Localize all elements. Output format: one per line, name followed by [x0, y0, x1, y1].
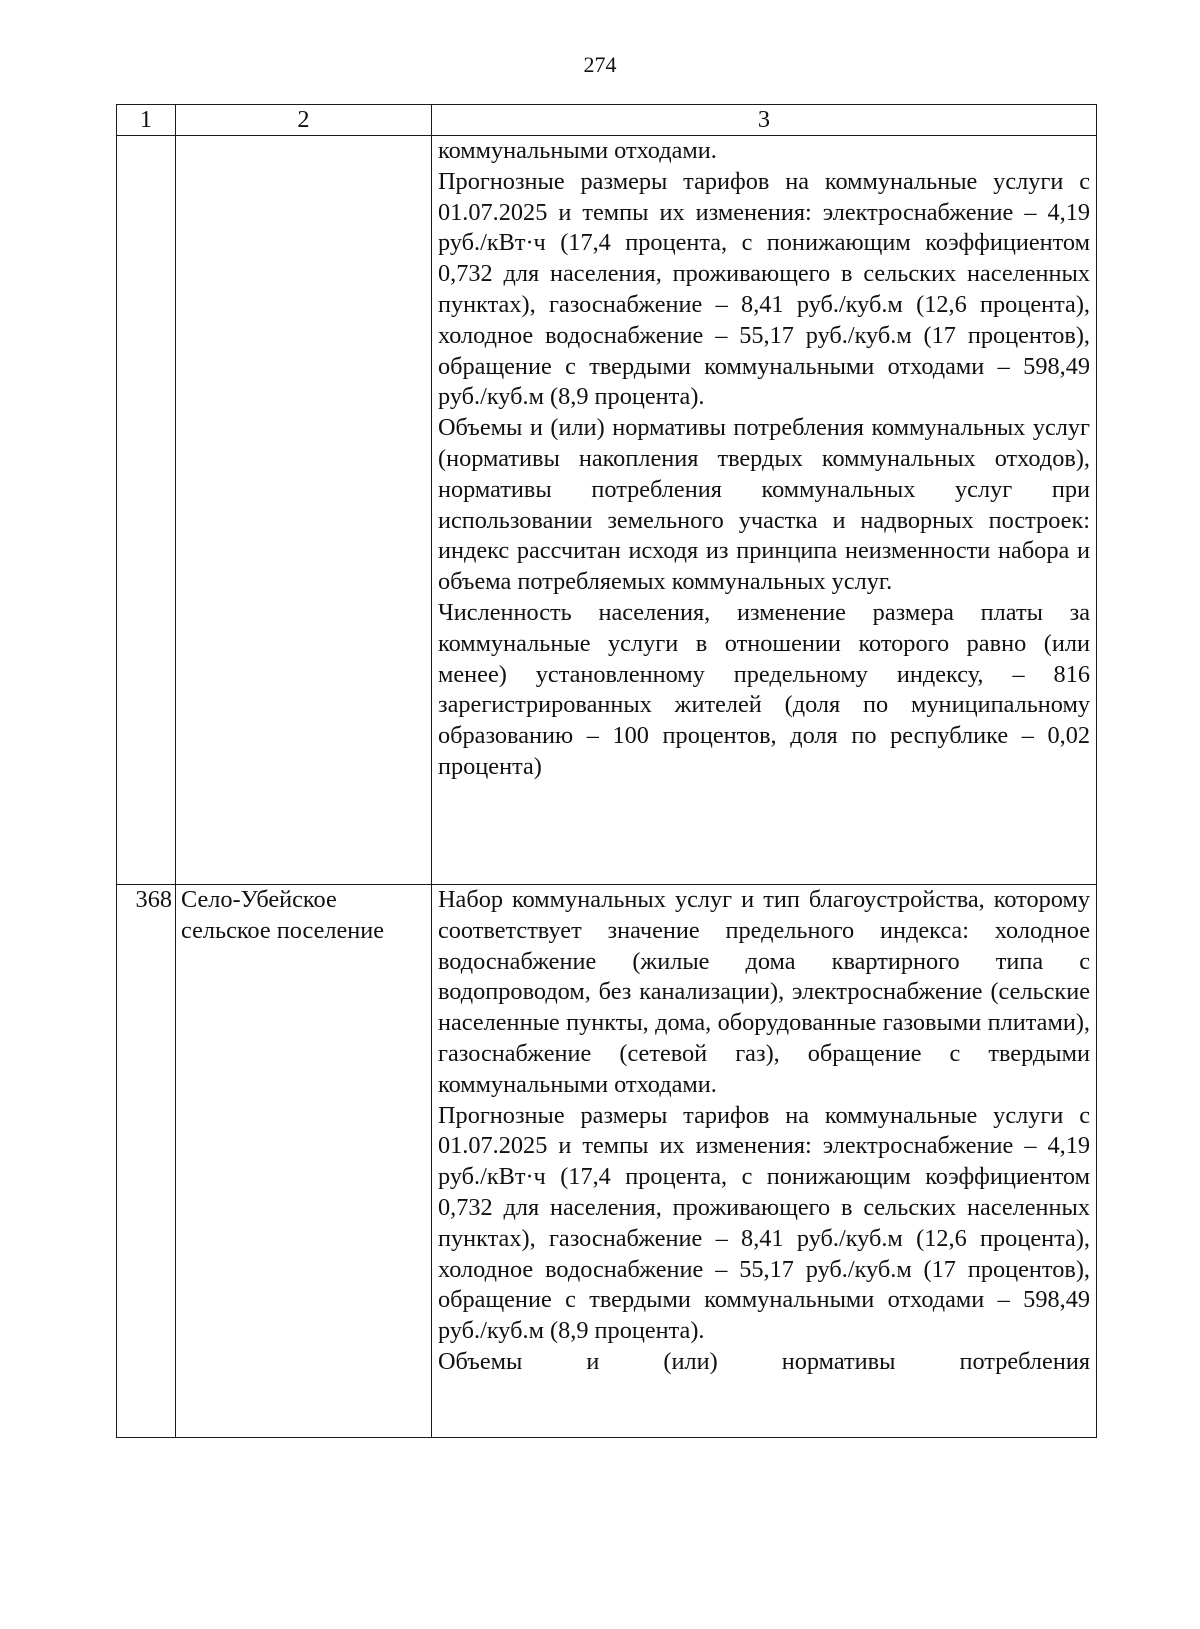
description-paragraph: Объемы и (или) нормативы потребления коммунальных услуг (нормативы накопления твердых коммунальных отходов), нормативы потребления коммунальных услуг при использовании земельного участка и надворных построек: индекс рассчитан исходя из принципа неизменности набора и объема потребляемых коммунальных услуг. [438, 414, 1090, 596]
description-paragraph: Прогнозные размеры тарифов на коммунальные услуги с 01.07.2025 и темпы их изменения: электроснабжение – 4,19 руб./кВт·ч (17,4 процента, с понижающим коэффициентом 0,732 для населения, проживающего в сельских населенных пунктах), газоснабжение – 8,41 руб./куб.м (12,6 процента), холодное водоснабжение – 55,17 руб./куб.м (17 процентов), обращение с твердыми коммунальными отходами – 598,49 руб./куб.м (8,9 процента). [438, 167, 1090, 411]
tariff-table [116, 104, 1097, 1438]
description-paragraph: Прогнозные размеры тарифов на коммунальные услуги с 01.07.2025 и темпы их изменения: электроснабжение – 4,19 руб./кВт·ч (17,4 процента, с понижающим коэффициентом 0,732 для населения, проживающего в сельских населенных пунктах), газоснабжение – 8,41 руб./куб.м (12,6 процента), холодное водоснабжение – 55,17 руб./куб.м (17 процентов), обращение с твердыми коммунальными отходами – 598,49 руб./куб.м (8,9 процента). [438, 1101, 1090, 1345]
row-number [117, 136, 176, 885]
description-paragraph: коммунальными отходами. [438, 137, 717, 164]
page-number: 274 [583, 52, 617, 77]
description-paragraph: Численность населения, изменение размера платы за коммунальные услуги в отношении которого равно (или менее) установленному предельному индексу, – 816 зарегистрированных жителей (доля по муниципальному образованию – 100 процентов, доля по республике – 0,02 процента) [438, 598, 1090, 780]
table-row [117, 136, 1097, 885]
settlement-name: Село-Убейское сельское поселение [176, 885, 432, 1438]
column-header-number: 1 [117, 105, 176, 136]
column-header-description: 3 [432, 105, 1097, 136]
description-paragraph: Объемы и (или) нормативы потребления [438, 1347, 1090, 1375]
description-cell [432, 136, 1097, 885]
table-row [117, 885, 1097, 1438]
table-header-row [117, 105, 1097, 136]
description-paragraph: Набор коммунальных услуг и тип благоустройства, которому соответствует значение предельного индекса: холодное водоснабжение (жилые дома квартирного типа с водопроводом, без канализации), электроснабжение (сельские населенные пункты, дома, оборудованные газовыми плитами), газоснабжение (сетевой газ), обращение с твердыми коммунальными отходами. [438, 886, 1090, 1098]
settlement-name [176, 136, 432, 885]
row-number: 368 [117, 885, 176, 1438]
description-cell [432, 885, 1097, 1438]
column-header-name: 2 [176, 105, 432, 136]
